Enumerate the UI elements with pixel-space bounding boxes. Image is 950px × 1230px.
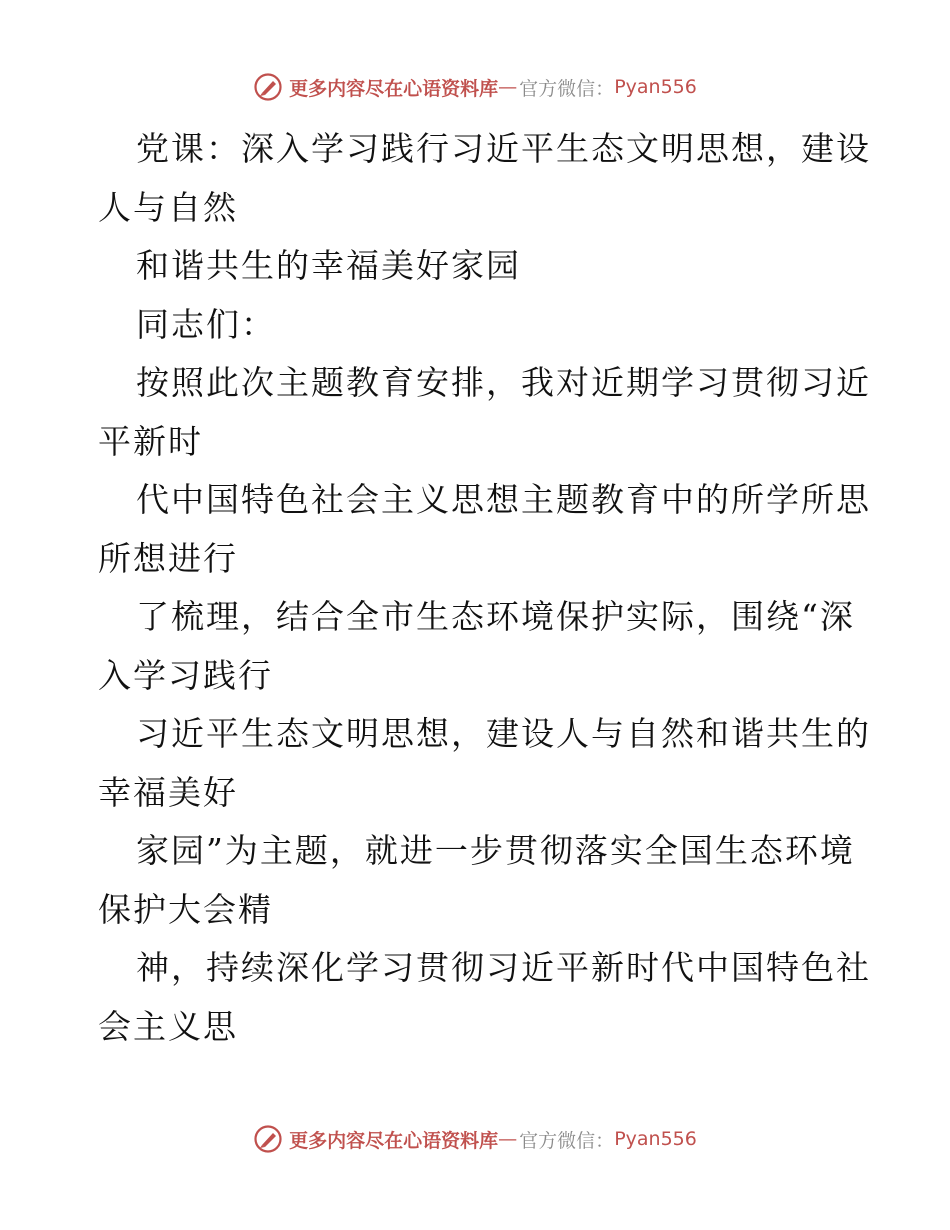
watermark-wechat-label: 官方微信： xyxy=(519,77,615,100)
paragraph-line: 了梳理，结合全市生态环境保护实际，围绕“深 xyxy=(136,597,855,636)
pen-logo-icon xyxy=(253,72,283,102)
paragraph-line: 家园”为主题，就进一步贯彻落实全国生态环境 xyxy=(136,831,855,870)
paragraph-line: 会主义思 xyxy=(98,1006,238,1046)
document-body xyxy=(98,120,871,1056)
title-line-1: 党课：深入学习践行习近平生态文明思想，建设 xyxy=(136,129,871,168)
watermark-title: 更多内容尽在心语资料库 xyxy=(289,1129,499,1152)
watermark-dash: — xyxy=(498,1128,518,1150)
paragraph-line: 所想进行 xyxy=(98,538,238,578)
watermark-account: Pyan556 xyxy=(614,76,697,98)
salutation: 同志们： xyxy=(136,304,276,344)
watermark-account: Pyan556 xyxy=(614,1128,697,1150)
paragraph-line: 幸福美好 xyxy=(98,772,238,812)
title-line-2: 人与自然 xyxy=(98,187,238,227)
watermark-wechat-label: 官方微信： xyxy=(519,1129,615,1152)
paragraph-line: 平新时 xyxy=(98,421,203,461)
watermark-dash: — xyxy=(498,76,518,98)
paragraph-line: 习近平生态文明思想，建设人与自然和谐共生的 xyxy=(136,714,871,753)
paragraph-line: 代中国特色社会主义思想主题教育中的所学所思 xyxy=(136,480,871,519)
paragraph-line: 保护大会精 xyxy=(98,889,273,929)
paragraph-line: 神，持续深化学习贯彻习近平新时代中国特色社 xyxy=(136,948,871,987)
header-watermark xyxy=(0,72,950,102)
paragraph-line: 入学习践行 xyxy=(98,655,273,695)
pen-logo-icon xyxy=(253,1124,283,1154)
watermark-title: 更多内容尽在心语资料库 xyxy=(289,77,499,100)
footer-watermark xyxy=(0,1124,950,1154)
paragraph-line: 按照此次主题教育安排，我对近期学习贯彻习近 xyxy=(136,363,871,402)
title-line-3: 和谐共生的幸福美好家园 xyxy=(136,246,521,285)
